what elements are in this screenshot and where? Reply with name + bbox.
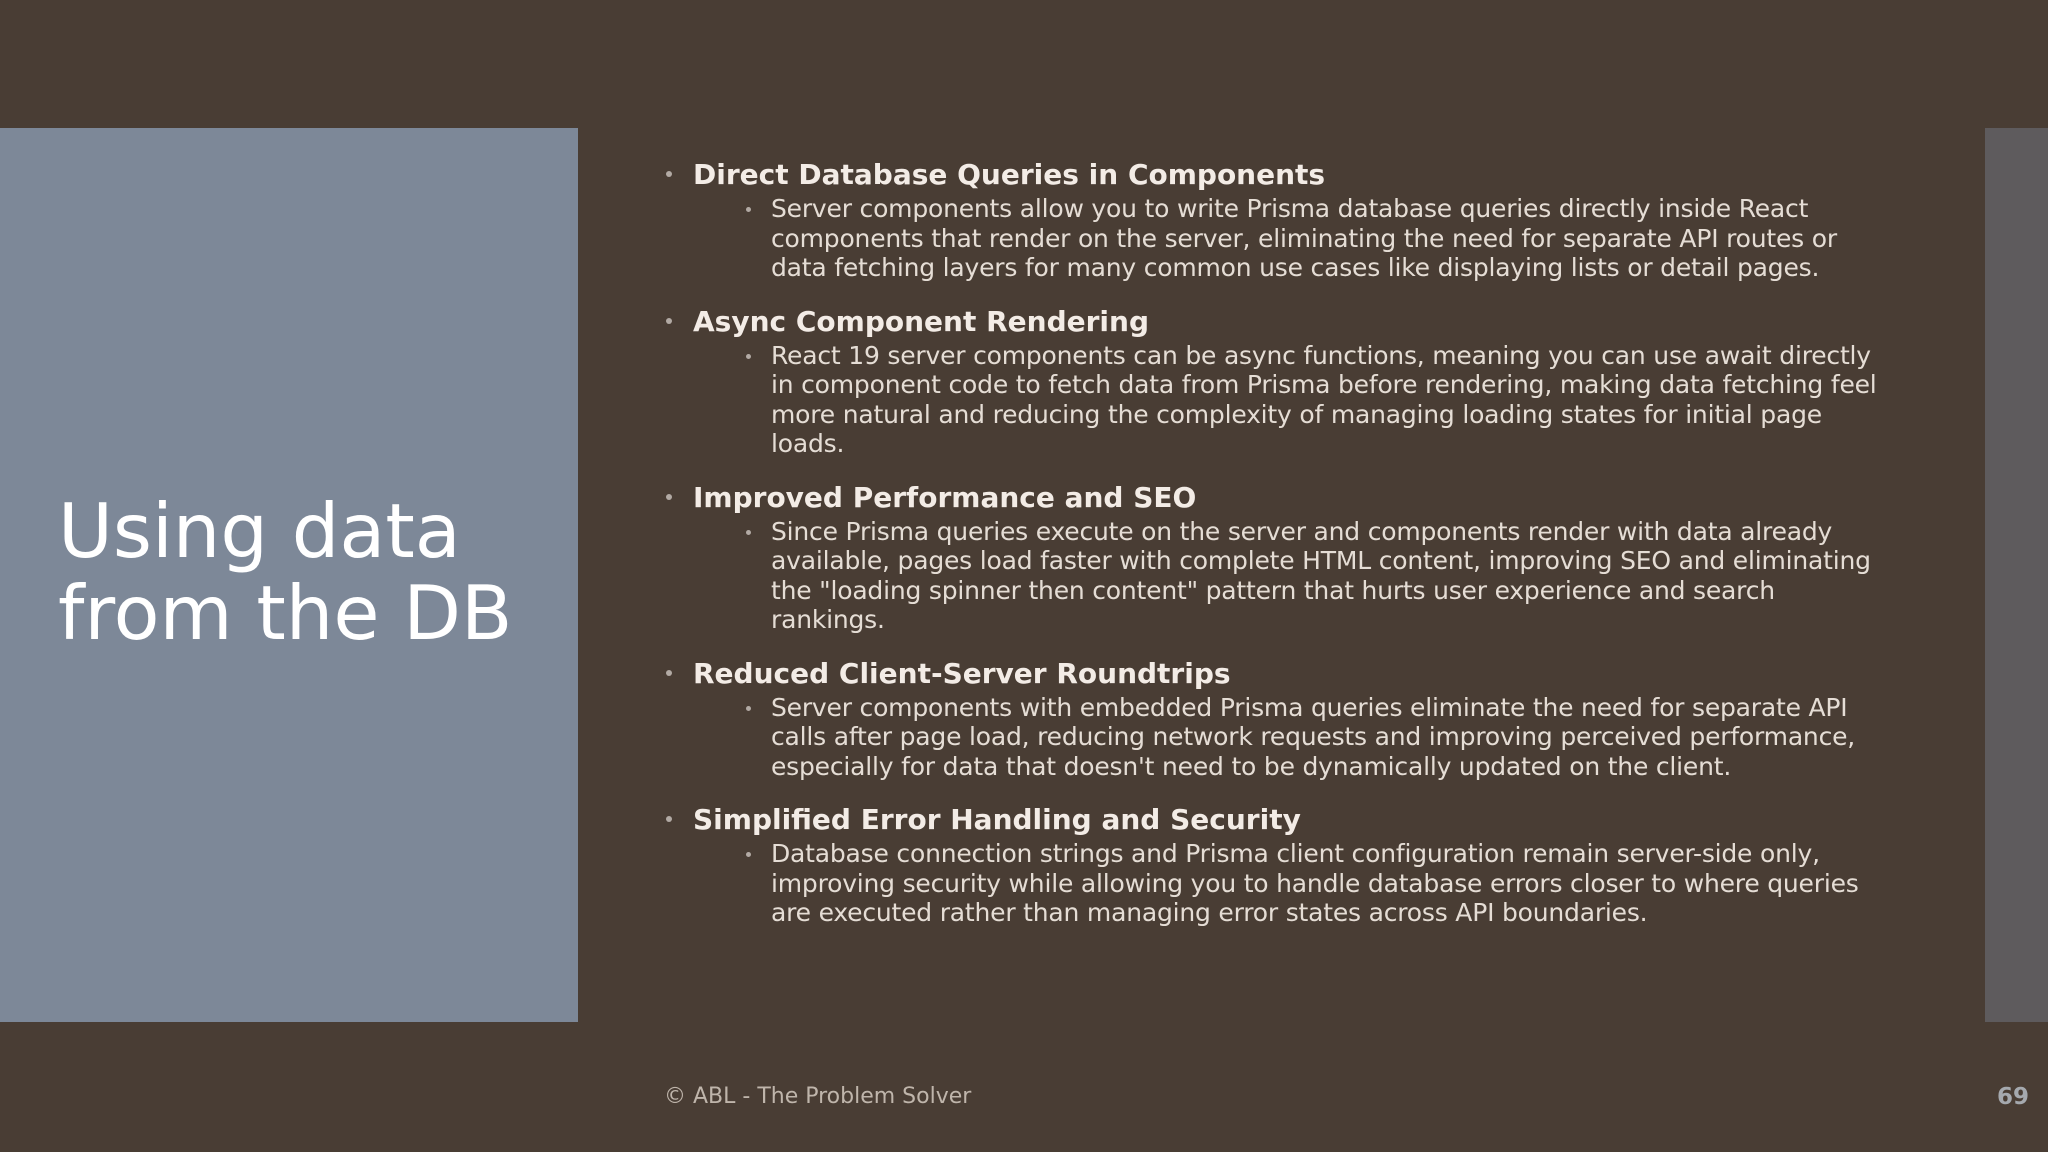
bullet-icon [666, 670, 672, 676]
point-heading-text: Simplified Error Handling and Security [693, 803, 1301, 836]
point-heading-text: Async Component Rendering [693, 304, 1149, 338]
footer-copyright: © ABL - The Problem Solver [664, 1084, 972, 1109]
point-heading [660, 156, 1880, 194]
point-detail [771, 517, 1880, 635]
list-item [660, 801, 1880, 928]
point-detail [771, 194, 1880, 283]
list-item [660, 655, 1880, 782]
point-detail-text: Since Prisma queries execute on the server and components render with data already available, pages load faster with complete HTML content, improving SEO and eliminating the "loading spinner then content" pattern that hurts user experience and search rankings. [771, 516, 1871, 634]
sub-bullet-icon [746, 530, 751, 535]
point-heading-text: Improved Performance and SEO [693, 480, 1197, 514]
bullet-icon [666, 816, 672, 822]
point-detail-text: Server components with embedded Prisma queries eliminate the need for separate API calls after page load, reducing network requests and improving perceived performance, especially for data that doesn't need to be dynamically updated on the client. [771, 692, 1856, 781]
point-heading [660, 303, 1880, 341]
point-detail-text: Server components allow you to write Prisma database queries directly inside React components that render on the server, eliminating the need for separate API routes or data fetching layers for many common use cases like displaying lists or detail pages. [771, 194, 1837, 282]
point-heading [660, 655, 1880, 693]
point-heading [660, 479, 1880, 517]
bullet-icon [666, 171, 672, 177]
point-detail [771, 693, 1880, 782]
point-heading-text: Direct Database Queries in Components [693, 158, 1326, 191]
sub-bullet-icon [746, 852, 751, 857]
bullet-icon [666, 318, 672, 324]
sub-bullet-icon [746, 706, 751, 711]
page-number: 69 [1996, 1084, 2029, 1110]
point-detail-text: Database connection strings and Prisma client configuration remain server-side only, improving security while allowing you to handle database errors closer to where queries are executed rather than managing error states across API boundaries. [771, 839, 1859, 927]
point-heading-text: Reduced Client-Server Roundtrips [693, 656, 1231, 690]
slide-title: Using data from the DB [58, 487, 513, 657]
point-detail [771, 839, 1880, 928]
point-heading [660, 801, 1880, 839]
list-item [660, 156, 1880, 283]
list-item [660, 303, 1880, 459]
point-detail-text: React 19 server components can be async functions, meaning you can use await directly in component code to fetch data from Prisma before rendering, making data fetching feel more natural and reducing the complexity of managing loading states for initial page loads. [771, 340, 1877, 458]
list-item [660, 479, 1880, 635]
bullet-list [660, 156, 1880, 996]
bullet-icon [666, 494, 672, 500]
sub-bullet-icon [746, 354, 751, 359]
sub-bullet-icon [746, 207, 751, 212]
point-detail [771, 341, 1880, 459]
right-accent-strip [1985, 128, 2048, 1022]
